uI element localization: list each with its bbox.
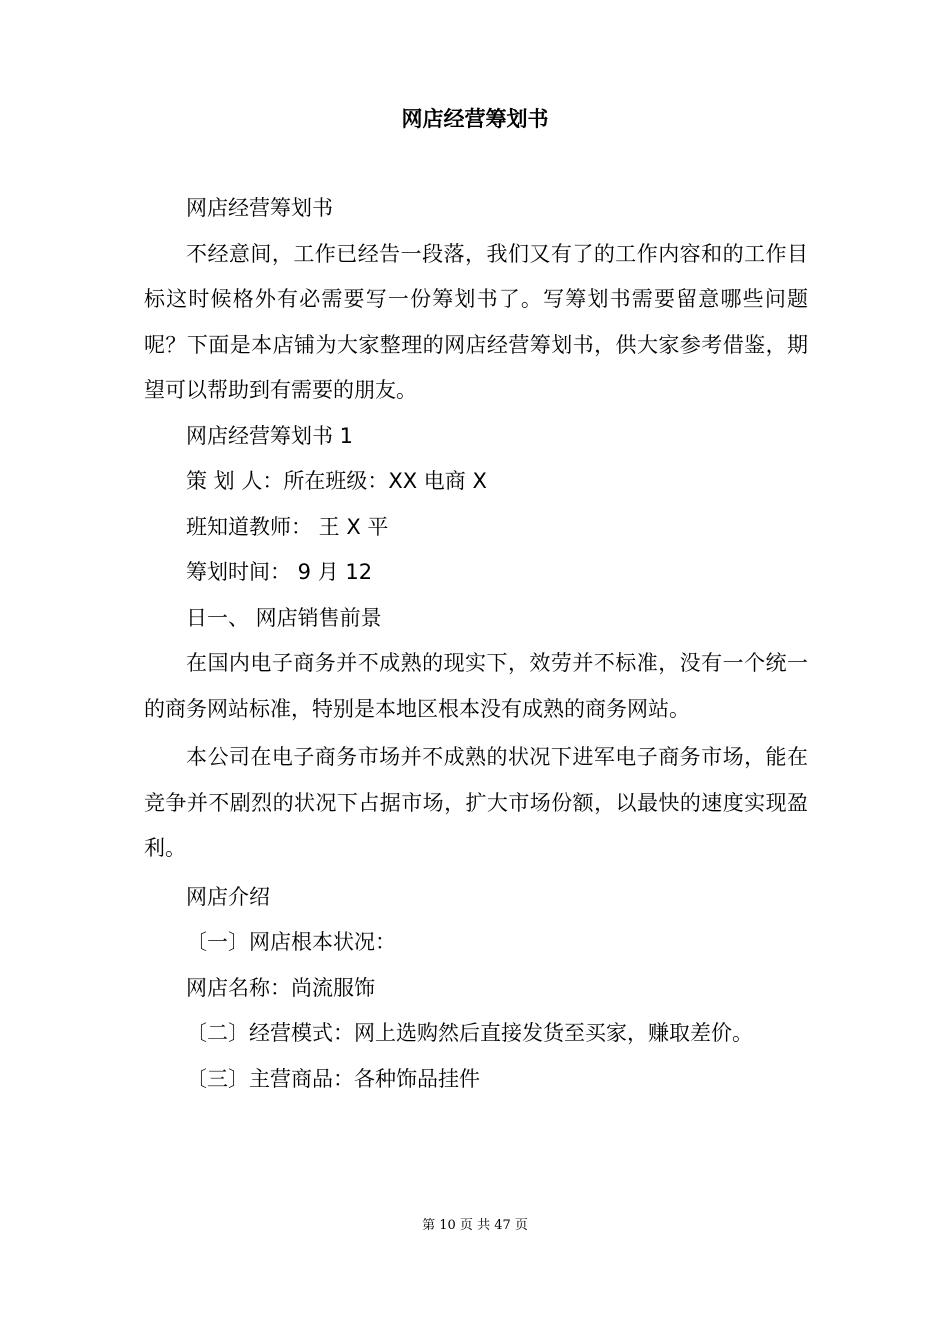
paragraph-planner: 策 划 人：所在班级：XX 电商 X bbox=[186, 469, 487, 493]
paragraph-plan-title: 网店经营筹划书 1 bbox=[186, 423, 354, 448]
paragraph-market-status: 在国内电子商务并不成熟的现实下，效劳并不标准，没有一个统一的商务网站标准，特别是本地区根本没有成熟的商务网站。 bbox=[144, 651, 808, 721]
document-body bbox=[144, 186, 808, 1102]
paragraph-heading: 网店经营筹划书 bbox=[186, 196, 333, 220]
paragraph-shop-basics: 〔一〕网店根本状况： bbox=[186, 930, 396, 954]
document-title: 网店经营筹划书 bbox=[401, 106, 549, 131]
paragraph-teacher: 班知道教师： 王 X 平 bbox=[186, 514, 389, 539]
paragraph-intro: 不经意间，工作已经告一段落，我们又有了的工作内容和的工作目标这时候格外有必需要写一份筹划书了。写筹划书需要留意哪些问题呢？下面是本店铺为大家整理的网店经营筹划书，供大家参考借鉴，期望可以帮助到有需要的朋友。 bbox=[144, 241, 808, 402]
paragraph-market-entry: 本公司在电子商务市场并不成熟的状况下进军电子商务市场，能在竞争并不剧烈的状况下占据市场，扩大市场份额，以最快的速度实现盈利。 bbox=[144, 745, 808, 860]
paragraph-section-one: 日一、 网店销售前景 bbox=[186, 605, 382, 630]
paragraph-shop-intro: 网店介绍 bbox=[186, 884, 270, 909]
paragraph-plan-time: 筹划时间： 9 月 12 bbox=[186, 560, 373, 584]
page-number-footer: 第 10 页 共 47 页 bbox=[422, 1218, 528, 1233]
paragraph-business-model: 〔二〕经营模式：网上选购然后直接发货至买家，赚取差价。 bbox=[186, 1021, 753, 1045]
paragraph-shop-name: 网店名称：尚流服饰 bbox=[186, 975, 375, 1000]
paragraph-main-products: 〔三〕主营商品：各种饰品挂件 bbox=[186, 1066, 480, 1091]
